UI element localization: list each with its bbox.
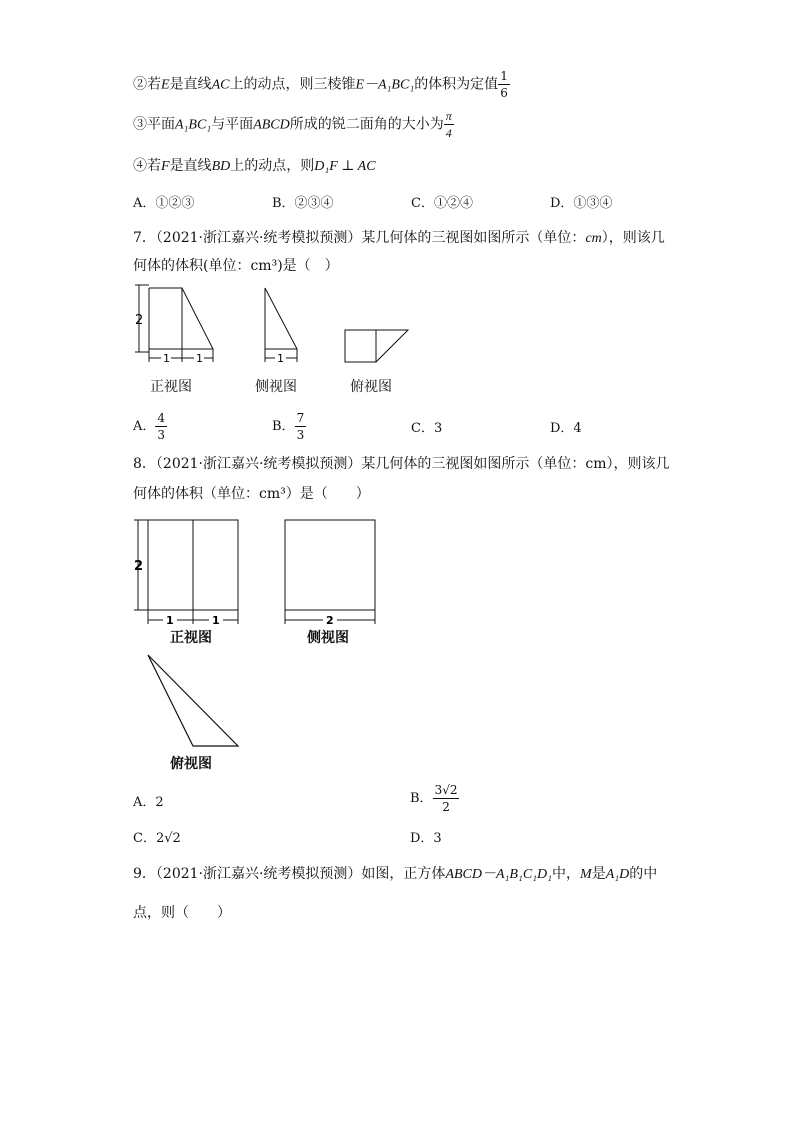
q7-stem-line2: 何体的体积(单位：cm³)是（ ）	[133, 258, 339, 274]
statement-4: ④若F是直线BD上的动点，则D₁F ⊥ AC	[133, 158, 376, 174]
q7-caption-top: 俯视图	[350, 379, 392, 395]
q8-caption-top: 俯视图	[170, 756, 212, 772]
q8-dim-2a: 2	[134, 559, 144, 574]
q6-option-d: D．①③④	[550, 196, 613, 211]
q7-caption-side: 侧视图	[255, 379, 297, 395]
q8-stem-line2: 何体的体积（单位：cm³）是（ ）	[133, 486, 370, 502]
q8-dim-2b: 2	[326, 614, 334, 627]
q7-dim-1c: 1	[277, 352, 284, 365]
q8-caption-side: 侧视图	[307, 630, 349, 646]
q7-option-c: C．3	[411, 421, 443, 436]
q7-front-view	[135, 285, 213, 362]
q7-side-view	[265, 288, 297, 362]
q6-option-b: B．②③④	[272, 196, 334, 211]
q8-side-view	[285, 520, 375, 624]
q8-option-c: C．2√2	[133, 831, 181, 846]
q9-stem-line1: 9．（2021·浙江嘉兴·统考模拟预测）如图，正方体ABCD－A₁B₁C₁D₁中，M是A₁D的中	[133, 866, 658, 882]
fraction-one-sixth: $\frac{1}{6}$	[500, 69, 508, 100]
q8-stem-line1: 8．（2021·浙江嘉兴·统考模拟预测）某几何体的三视图如图所示（单位：cm），则该几	[133, 456, 670, 472]
q8-option-d: D．3	[410, 831, 442, 846]
q8-dim-1a: 1	[166, 614, 174, 627]
q7-option-b: B． $\frac{7}{3}$	[272, 411, 305, 442]
q7-dim-1b: 1	[196, 352, 203, 365]
fraction-pi-over-four: $\frac{\pi}{4}$	[445, 109, 452, 140]
q7-dim-1a: 1	[163, 352, 170, 365]
statement-2: ②若E是直线AC上的动点，则三棱锥E－A₁BC₁的体积为定值 $\frac{1}{6}$	[133, 69, 508, 100]
q9-stem-line2: 点，则（ ）	[133, 905, 231, 921]
q7-option-a: A． $\frac{4}{3}$	[133, 411, 166, 442]
q7-caption-front: 正视图	[150, 379, 192, 395]
q7-option-d: D．4	[550, 421, 582, 436]
q6-option-c: C．①②④	[411, 196, 473, 211]
q6-option-a: A．①②③	[133, 196, 195, 211]
q7-stem-line1: 7．（2021·浙江嘉兴·统考模拟预测）某几何体的三视图如图所示（单位：cm），则该几	[133, 230, 665, 246]
q7-top-view	[345, 330, 408, 362]
q8-top-view	[148, 655, 238, 746]
statement-3: ③平面A₁BC₁与平面ABCD所成的锐二面角的大小为 $\frac{\pi}{4}$	[133, 109, 452, 140]
q8-option-b: B． $\frac{3√2}{2}$	[410, 783, 458, 814]
q8-caption-front: 正视图	[170, 630, 212, 646]
q8-three-view-figure	[125, 512, 395, 762]
q8-front-view	[134, 520, 238, 624]
q8-dim-1b: 1	[212, 614, 220, 627]
q8-option-a: A．2	[133, 795, 164, 810]
q7-dim-2: 2	[135, 313, 144, 328]
